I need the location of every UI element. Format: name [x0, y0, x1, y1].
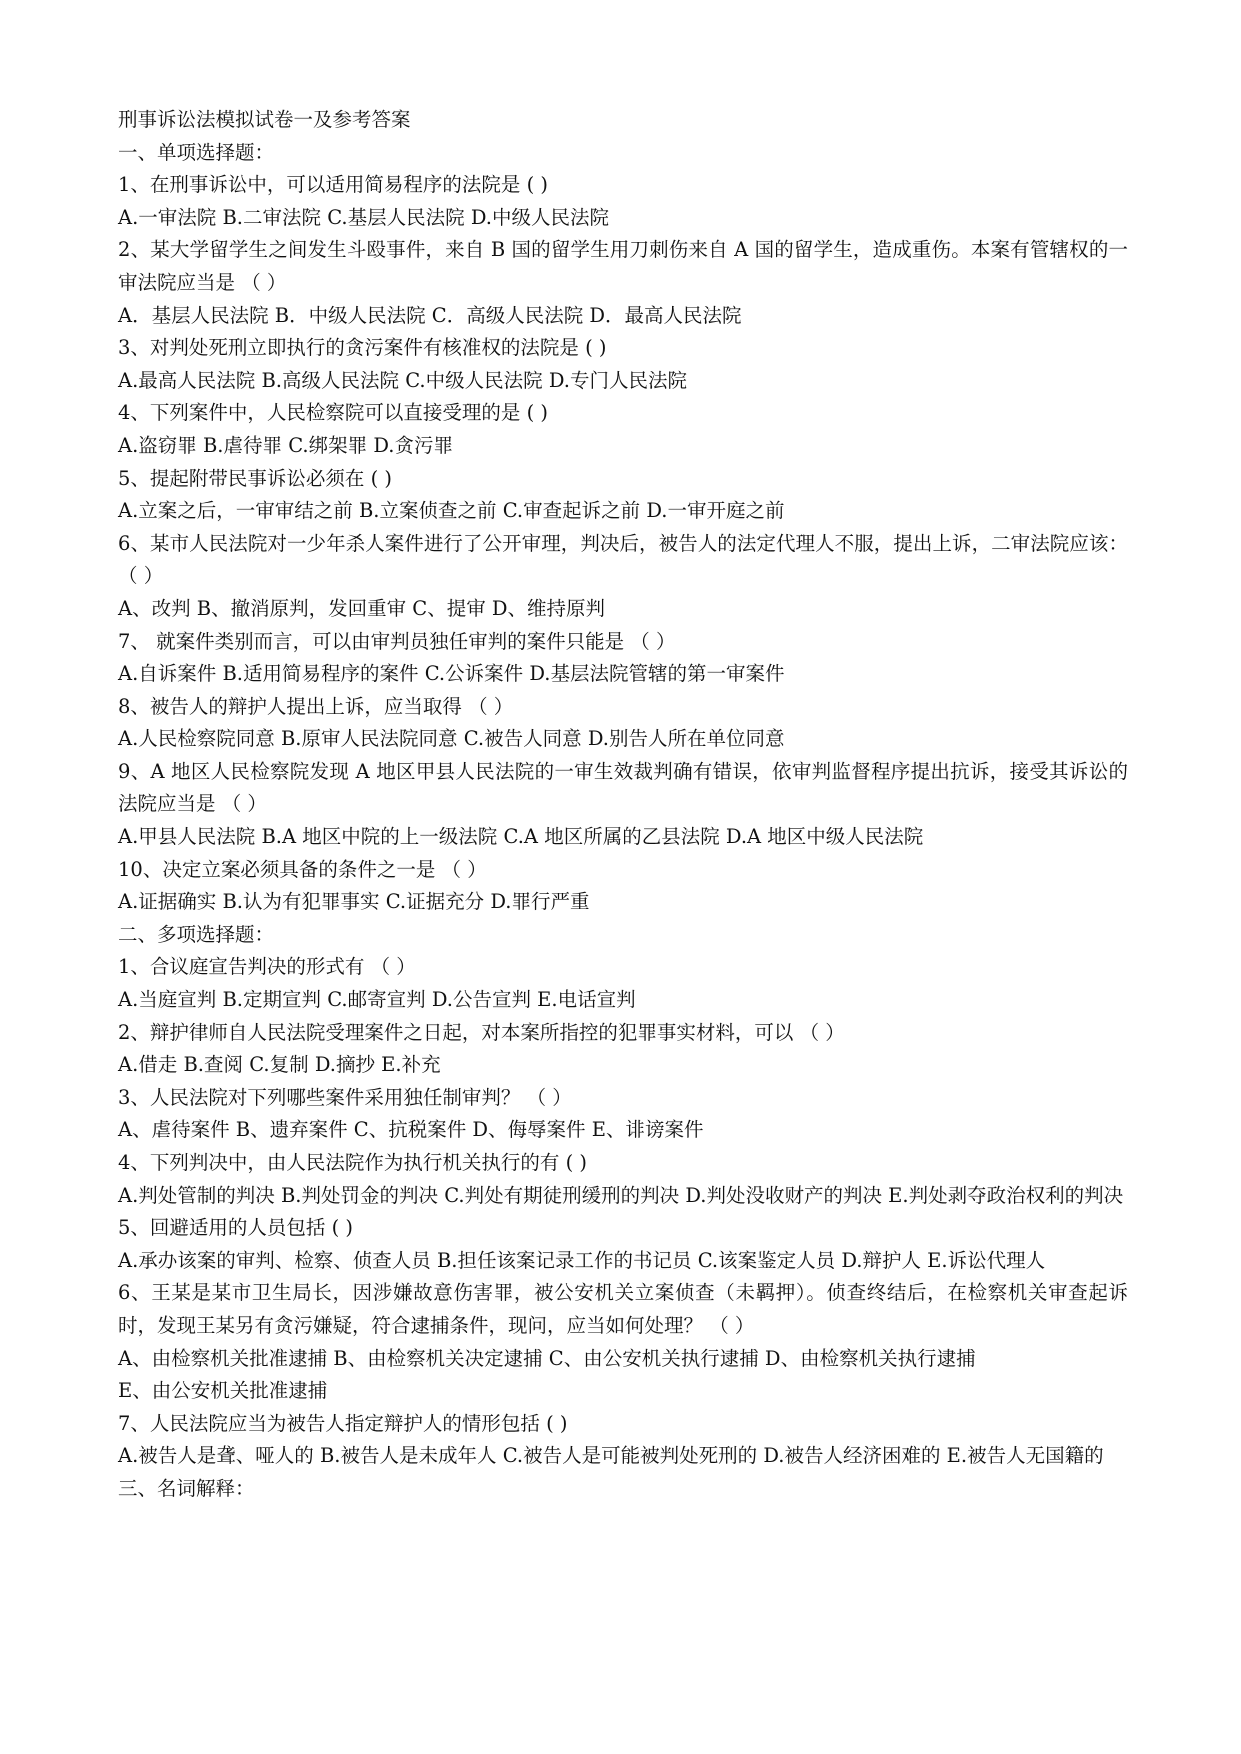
answer-options: A.甲县人民法院 B.A 地区中院的上一级法院 C.A 地区所属的乙县法院 D.A 地区中级人民法院: [118, 825, 924, 849]
answer-options: E、由公安机关批准逮捕: [118, 1379, 328, 1403]
question-text: 4、下列判决中，由人民法院作为执行机关执行的有 ( ): [118, 1151, 588, 1174]
question-text: 4、下列案件中，人民检察院可以直接受理的是 ( ): [118, 401, 549, 425]
answer-options: A、虐待案件 B、遗弃案件 C、抗税案件 D、侮辱案件 E、诽谤案件: [118, 1118, 704, 1142]
answer-options: A.人民检察院同意 B.原审人民法院同意 C.被告人同意 D.别告人所在单位同意: [118, 727, 785, 751]
answer-options: A.立案之后，一审审结之前 B.立案侦查之前 C.审查起诉之前 D.一审开庭之前: [118, 499, 785, 523]
answer-options: A.证据确实 B.认为有犯罪事实 C.证据充分 D.罪行严重: [118, 890, 590, 914]
answer-options: A.承办该案的审判、检察、侦查人员 B.担任该案记录工作的书记员 C.该案鉴定人员 D.辩护人 E.诉讼代理人: [118, 1248, 1046, 1272]
question-text: 7、 就案件类别而言，可以由审判员独任审判的案件只能是 （ ）: [118, 629, 676, 653]
section-heading: 三、名词解释：: [118, 1476, 255, 1500]
document-title: 刑事诉讼法模拟试卷一及参考答案: [118, 108, 411, 131]
question-text: 1、在刑事诉讼中，可以适用简易程序的法院是 ( ): [118, 173, 549, 197]
answer-options: A.最高人民法院 B.高级人民法院 C.中级人民法院 D.专门人民法院: [118, 368, 687, 392]
question-text: 2、某大学留学生之间发生斗殴事件，来自 B 国的留学生用刀刺伤来自 A 国的留学生，造成重伤。本案有管辖权的一审法院应当是 （ ）: [118, 238, 1128, 294]
answer-options: A．基层人民法院 B．中级人民法院 C．高级人民法院 D．最高人民法院: [118, 303, 742, 327]
question-text: 6、某市人民法院对一少年杀人案件进行了公开审理，判决后，被告人的法定代理人不服，提出上诉，二审法院应该： （ ）: [118, 531, 1135, 588]
question-text: 6、王某是某市卫生局长，因涉嫌故意伤害罪，被公安机关立案侦查（未羁押）。侦查终结后，在检察机关审查起诉时，发现王某另有贪污嫌疑，符合逮捕条件，现问，应当如何处理？ （ ）: [118, 1281, 1128, 1337]
answer-options: A、改判 B、撤消原判，发回重审 C、提审 D、维持原判: [118, 596, 606, 620]
answer-options: A.自诉案件 B.适用简易程序的案件 C.公诉案件 D.基层法院管辖的第一审案件: [118, 662, 785, 686]
answer-options: A.借走 B.查阅 C.复制 D.摘抄 E.补充: [118, 1053, 441, 1077]
answer-options: A.盗窃罪 B.虐待罪 C.绑架罪 D.贪污罪: [118, 433, 453, 457]
question-text: 10、决定立案必须具备的条件之一是 （ ）: [118, 857, 487, 881]
question-text: 5、提起附带民事诉讼必须在 ( ): [118, 466, 393, 490]
question-text: 8、被告人的辩护人提出上诉，应当取得 （ ）: [118, 694, 514, 718]
answer-options: A.判处管制的判决 B.判处罚金的判决 C.判处有期徒刑缓刑的判决 D.判处没收财产的判决 E.判处剥夺政治权利的判决: [118, 1183, 1124, 1207]
answer-options: A、由检察机关批准逮捕 B、由检察机关决定逮捕 C、由公安机关执行逮捕 D、由检察机关执行逮捕: [118, 1346, 976, 1370]
question-text: 3、人民法院对下列哪些案件采用独任制审判？ （ ）: [118, 1085, 572, 1109]
question-text: 7、人民法院应当为被告人指定辩护人的情形包括 ( ): [118, 1411, 568, 1435]
document-page: [118, 104, 1135, 1506]
question-text: 3、对判处死刑立即执行的贪污案件有核准权的法院是 ( ): [118, 336, 607, 360]
question-text: 9、A 地区人民检察院发现 A 地区甲县人民法院的一审生效裁判确有错误，依审判监督程序提出抗诉，接受其诉讼的法院应当是 （ ）: [118, 759, 1128, 816]
question-text: 5、回避适用的人员包括 ( ): [118, 1216, 354, 1240]
section-heading: 二、多项选择题：: [118, 922, 275, 946]
answer-options: A.当庭宣判 B.定期宣判 C.邮寄宣判 D.公告宣判 E.电话宣判: [118, 988, 636, 1012]
answer-options: A.一审法院 B.二审法院 C.基层人民法院 D.中级人民法院: [118, 205, 609, 229]
question-text: 1、合议庭宣告判决的形式有 （ ）: [118, 955, 416, 979]
answer-options: A.被告人是聋、哑人的 B.被告人是未成年人 C.被告人是可能被判处死刑的 D.被告人经济困难的 E.被告人无国籍的: [118, 1444, 1104, 1468]
section-heading: 一、单项选择题：: [118, 140, 275, 164]
question-text: 2、辩护律师自人民法院受理案件之日起，对本案所指控的犯罪事实材料，可以 （ ）: [118, 1020, 845, 1044]
